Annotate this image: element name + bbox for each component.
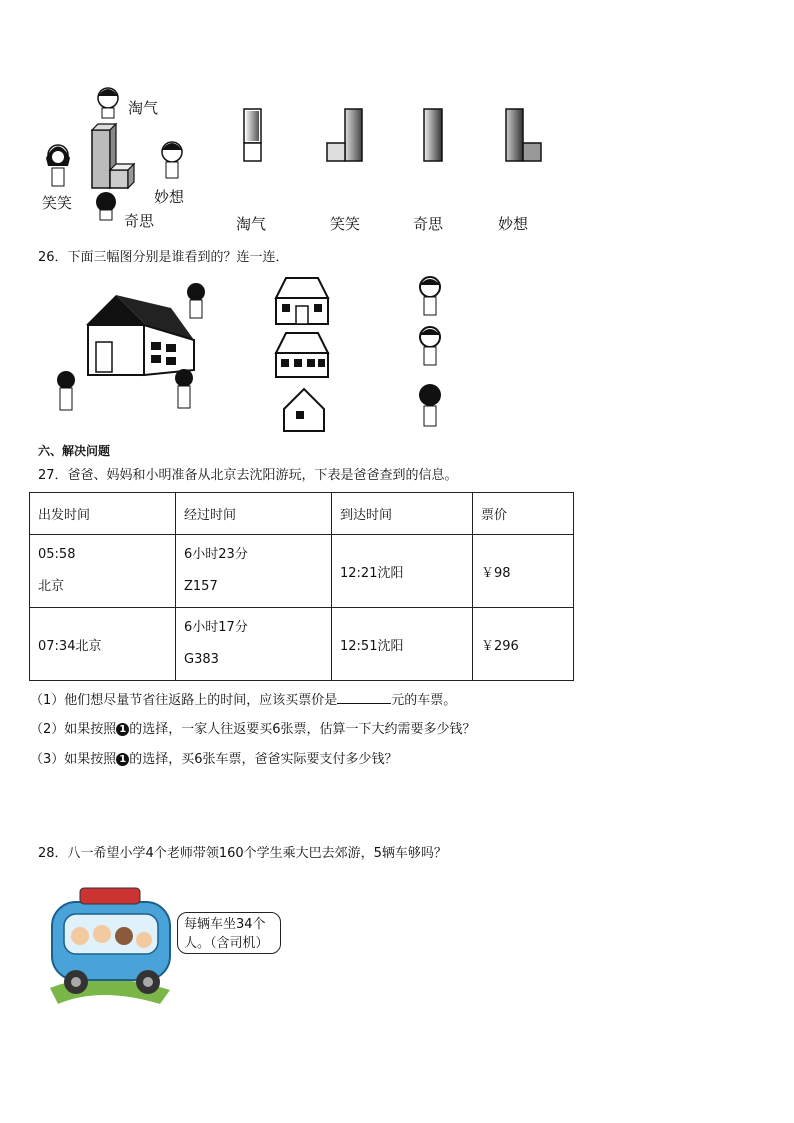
view-label-3: 奇思	[413, 215, 444, 233]
bus-illustration	[40, 878, 180, 1012]
row2-arrive: 12:51沈阳	[332, 608, 473, 681]
view-shape-2	[325, 108, 365, 168]
q26-question: 26．下面三幅图分别是谁看到的？连一连．	[38, 250, 289, 265]
view-label-4: 妙想	[498, 215, 529, 233]
answer-blank[interactable]	[337, 690, 391, 704]
header-price: 票价	[473, 493, 574, 535]
table-row	[30, 608, 574, 681]
name-qisi: 奇思	[124, 212, 155, 230]
circled-number-one: 1	[116, 723, 129, 736]
row2-depart: 07:34北京	[30, 608, 176, 681]
table-row	[30, 535, 574, 608]
view-label-1: 淘气	[236, 215, 267, 233]
name-xiaoxiao: 笑笑	[42, 194, 73, 212]
row1-price: ￥98	[473, 535, 574, 608]
name-taoqi: 淘气	[128, 99, 159, 117]
row1-arrive: 12:21沈阳	[332, 535, 473, 608]
q27-sub3: （3）如果按照 1 的选择，买6张车票，爸爸实际要支付多少钱？	[30, 752, 398, 767]
q27-question: 27．爸爸、妈妈和小明准备从北京去沈阳游玩，下表是爸爸查到的信息。	[38, 468, 458, 483]
section-title: 六、解决问题	[38, 444, 111, 458]
header-duration: 经过时间	[176, 493, 332, 535]
row2-price: ￥296	[473, 608, 574, 681]
train-info-table	[29, 492, 574, 681]
house-perspective-illustration	[46, 280, 236, 424]
row1-depart: 05:58 北京	[30, 535, 176, 608]
house-front-view	[272, 276, 332, 332]
view-shape-3	[423, 108, 445, 168]
speech-bubble: 每辆车坐34个 人。（含司机）	[177, 912, 281, 954]
header-arrive: 到达时间	[332, 493, 473, 535]
child-viewer-column	[410, 275, 450, 439]
table-header-row	[30, 493, 574, 535]
name-miaoxiang: 妙想	[154, 188, 185, 206]
house-gable-view	[282, 385, 326, 439]
house-side-view	[272, 331, 332, 385]
circled-number-one: 1	[116, 753, 129, 766]
header-depart: 出发时间	[30, 493, 176, 535]
row1-duration: 6小时23分 Z157	[176, 535, 332, 608]
q28-question: 28．八一希望小学4个老师带领160个学生乘大巴去郊游，5辆车够吗？	[38, 846, 447, 861]
q27-sub2: （2）如果按照 1 的选择，一家人往返要买6张票，估算一下大约需要多少钱？	[30, 722, 476, 737]
row2-duration: 6小时17分 G383	[176, 608, 332, 681]
q27-sub1: （1）他们想尽量节省往返路上的时间，应该买票价是 元的车票。	[30, 690, 456, 710]
view-shape-1	[243, 108, 263, 168]
view-shape-4	[505, 108, 545, 168]
view-label-2: 笑笑	[330, 215, 361, 233]
